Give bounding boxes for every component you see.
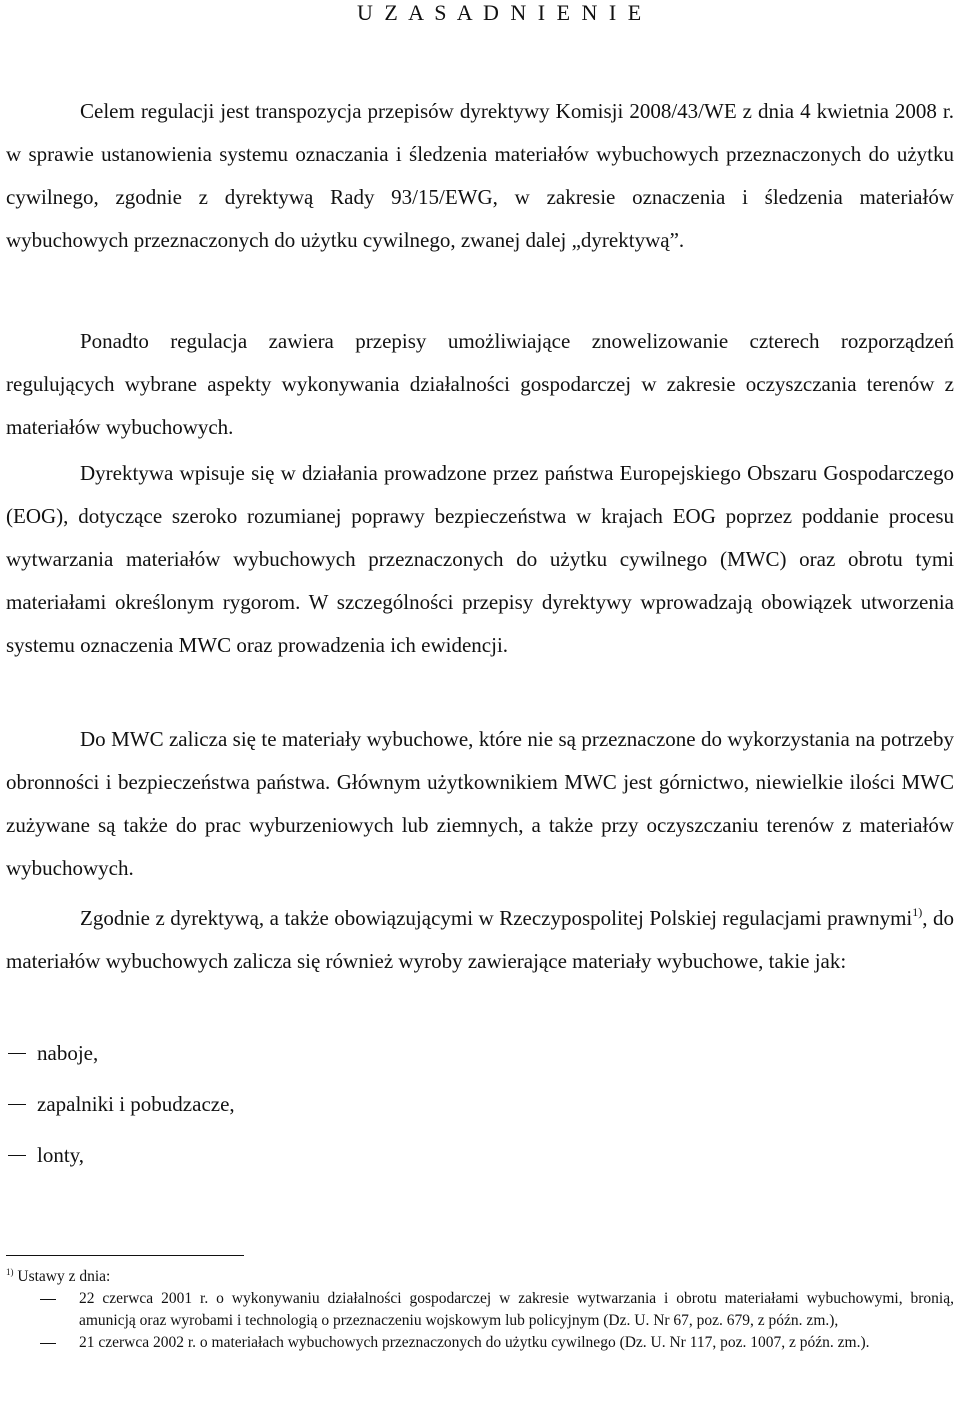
footnote xyxy=(6,1266,954,1354)
document-title: U Z A S A D N I E N I E xyxy=(357,0,645,25)
footnote-item xyxy=(6,1288,954,1332)
list-item-text: lonty, xyxy=(37,1143,85,1167)
paragraph-3: Dyrektywa wpisuje się w działania prowadzone przez państwa Europejskiego Obszaru Gospodarczego (EOG), dotyczące szeroko rozumianej poprawy bezpieczeństwa w krajach EOG poprzez poddanie procesu wytwarzania materiałów wybuchowych przeznaczonych do użytku cywilnego (MWC) oraz obrotu tymi materiałami określonym rygorom. W szczególności przepisy dyrektywy wprowadzają obowiązek utworzenia systemu oznaczenia MWC oraz prowadzenia ich ewidencji. xyxy=(6,461,954,657)
paragraph-5-text-start: Zgodnie z dyrektywą, a także obowiązującymi w Rzeczypospolitej Polskiej regulacjami prawnymi xyxy=(80,906,913,930)
dash-bullet xyxy=(40,1343,56,1344)
list-item xyxy=(6,1083,954,1134)
footnote-heading xyxy=(6,1266,954,1288)
dash-bullet xyxy=(40,1299,56,1300)
footnote-item-text: 22 czerwca 2001 r. o wykonywaniu działalności gospodarczej w zakresie wytwarzania i obrotu materiałami wybuchowymi, bronią, amunicją oraz wyrobami i technologią o przeznaczeniu wojskowym lub policyjnym (Dz. U. Nr 67, poz. 679, z późn. zm.), xyxy=(79,1290,954,1329)
paragraph-5 xyxy=(6,897,954,983)
list-item-text: zapalniki i pobudzacze, xyxy=(37,1092,235,1116)
paragraph-1: Celem regulacji jest transpozycja przepisów dyrektywy Komisji 2008/43/WE z dnia 4 kwietnia 2008 r. w sprawie ustanowienia systemu oznaczania i śledzenia materiałów wybuchowych przeznaczonych do użytku cywilnego, zgodnie z dyrektywą Rady 93/15/EWG, w zakresie oznaczenia i śledzenia materiałów wybuchowych przeznaczonych do użytku cywilnego, zwanej dalej „dyrektywą”. xyxy=(6,99,954,252)
dash-bullet xyxy=(8,1053,26,1054)
paragraph-2: Ponadto regulacja zawiera przepisy umożliwiające znowelizowanie czterech rozporządzeń regulujących wybrane aspekty wykonywania działalności gospodarczej w zakresie oczyszczania terenów z materiałów wybuchowych. xyxy=(6,329,954,439)
dash-bullet xyxy=(8,1104,26,1105)
footnote-item-text: 21 czerwca 2002 r. o materiałach wybuchowych przeznaczonych do użytku cywilnego (Dz. U. Nr 117, poz. 1007, z późn. zm.). xyxy=(79,1334,870,1351)
footnote-marker: 1) xyxy=(6,1267,14,1277)
footnote-heading-text: Ustawy z dnia: xyxy=(17,1268,111,1285)
list-item-text: naboje, xyxy=(37,1041,99,1065)
footnote-separator xyxy=(6,1255,244,1256)
list-item xyxy=(6,1134,954,1185)
footnote-reference: 1) xyxy=(912,905,923,919)
explosives-list xyxy=(6,1032,954,1185)
list-item xyxy=(6,1032,954,1083)
dash-bullet xyxy=(8,1155,26,1156)
paragraph-4: Do MWC zalicza się te materiały wybuchowe, które nie są przeznaczone do wykorzystania na potrzeby obronności i bezpieczeństwa państwa. Głównym użytkownikiem MWC jest górnictwo, niewielkie ilości MWC zużywane są także do prac wyburzeniowych lub ziemnych, a także przy oczyszczaniu terenów z materiałów wybuchowych. xyxy=(6,727,954,880)
footnote-item xyxy=(6,1332,954,1354)
paragraph-5-text-end: , do materiałów wybuchowych zalicza się również wyroby zawierające materiały wybuchowe, takie jak: xyxy=(6,906,954,973)
